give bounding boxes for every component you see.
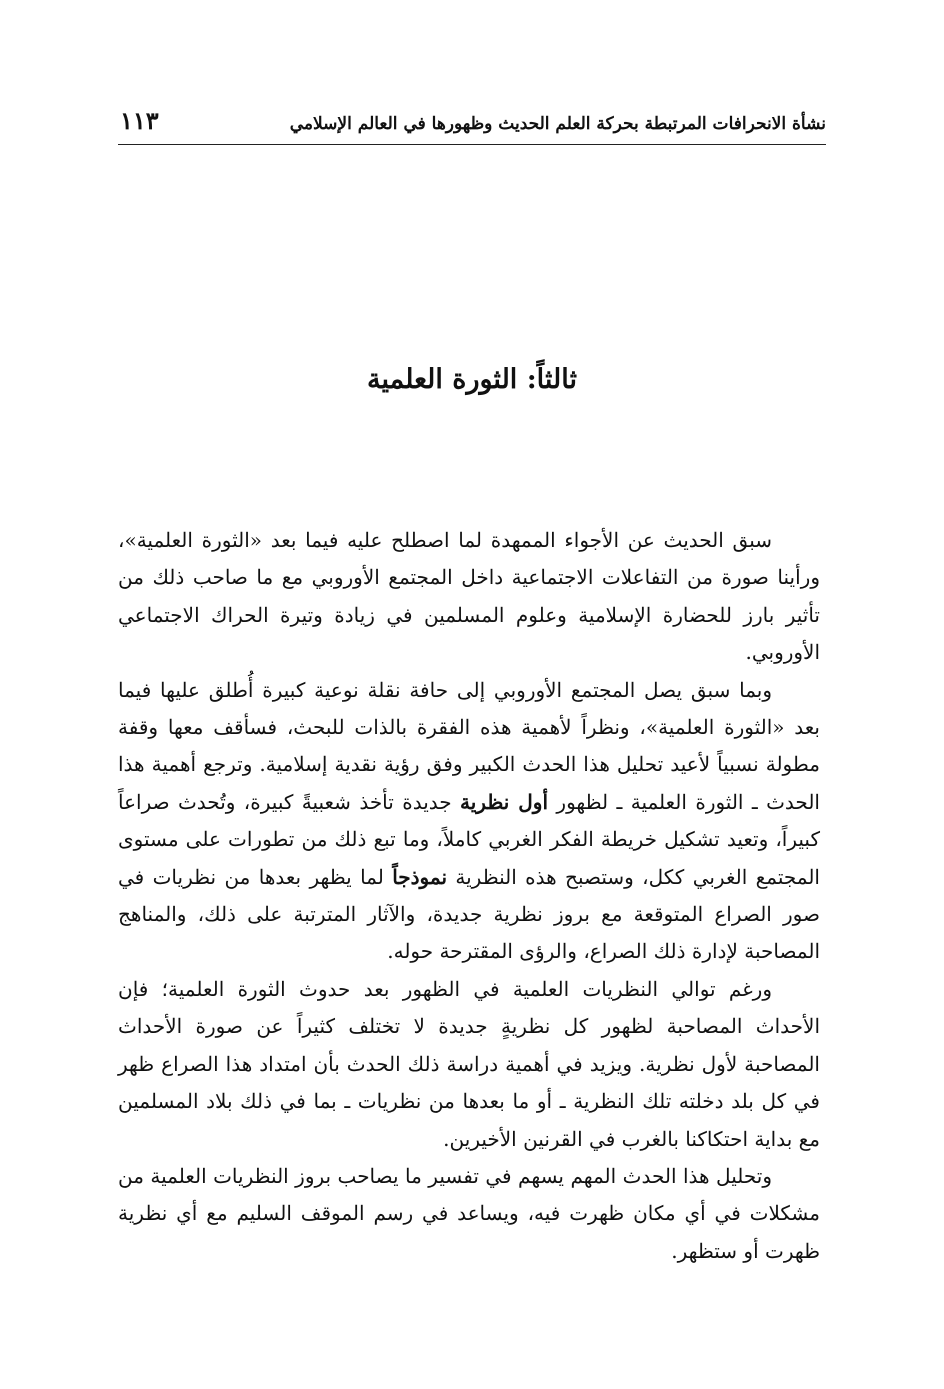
paragraph-2-part-3: لما يظهر بعدها من نظريات في صور الصراع المتوقعة مع بروز نظرية جديدة، والآثار المترتبة على ذلك، والمناهج المصاحبة لإدارة ذلك الصراع، والرؤى المقترحة حوله. [118,864,820,964]
page-number: ١١٣ [120,106,159,135]
body-text [118,522,820,1270]
paragraph-4: وتحليل هذا الحدث المهم يسهم في تفسير ما يصاحب بروز النظريات العلمية من مشكلات في أي مكان ظهرت فيه، ويساعد في رسم الموقف السليم مع أي نظرية ظهرت أو ستظهر. [118,1163,820,1263]
paragraph-3: ورغم توالي النظريات العلمية في الظهور بعد حدوث الثورة العلمية؛ فإن الأحداث المصاحبة لظهور كل نظريةٍ جديدة لا تختلف كثيراً عن صورة الأحداث المصاحبة لأول نظرية. ويزيد في أهمية دراسة ذلك الحدث بأن امتداد هذا الصراع ظهر في كل بلد دخلته تلك النظرية ـ أو ما بعدها من نظريات ـ بما في ذلك بلاد المسلمين مع بداية احتكاكنا بالغرب في القرنين الأخيرين. [118,976,821,1151]
paragraph-1: سبق الحديث عن الأجواء الممهدة لما اصطلح عليه فيما بعد «الثورة العلمية»، ورأينا صورة من التفاعلات الاجتماعية داخل المجتمع الأوروبي مع ما صاحب ذلك من تأثير بارز للحضارة الإسلامية وعلوم المسلمين في زيادة وتيرة الحراك الاجتماعي الأوروبي. [118,528,821,665]
bold-phrase-model: نموذجاً [392,864,448,889]
running-title: نشأة الانحرافات المرتبطة بحركة العلم الحديث وظهورها في العالم الإسلامي [289,114,826,134]
section-title: ثالثاً: الثورة العلمية [366,364,578,395]
running-header [118,104,826,145]
bold-phrase-first-theory: أول نظرية [460,789,549,814]
paragraph-2-part-1: وبما سبق يصل المجتمع الأوروبي إلى حافة نقلة نوعية كبيرة أُطلق عليها فيما بعد «الثورة العلمية»، ونظراً لأهمية هذه الفقرة بالذات للبحث، فسأقف معها وقفة مطولة نسبياً لأعيد تحليل هذا الحدث الكبير وفق رؤية نقدية إسلامية. وترجع أهمية هذا الحدث ـ الثورة العلمية ـ لظهور [118,677,820,814]
paragraph-2-part-2: جديدة تأخذ شعبيةً كبيرة، وتُحدث صراعاً كبيراً، وتعيد تشكيل خريطة الفكر الغربي كاملاً، وما تبع ذلك من تطورات على مستوى المجتمع الغربي ككل، وستصبح هذه النظرية [118,789,820,889]
paragraph-2 [118,672,820,971]
